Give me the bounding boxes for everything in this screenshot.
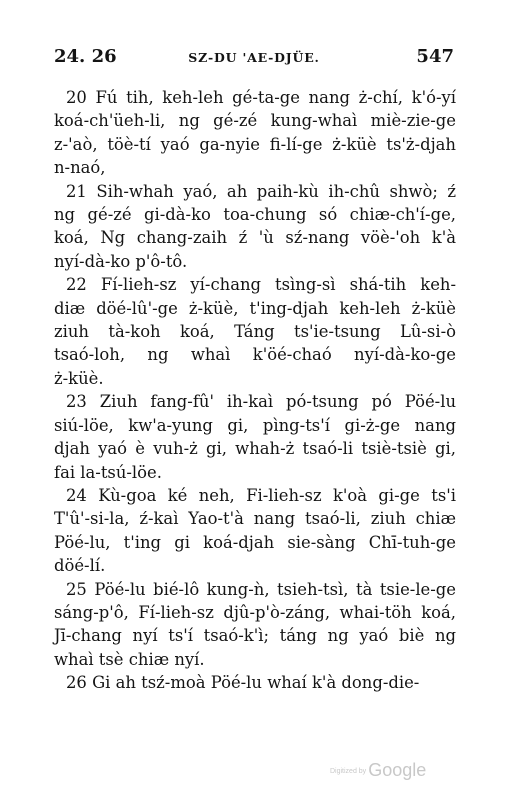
verse-line: siú-löe, kw'a-yung gi, pìng-ts'í gi-ż-ge nang xyxy=(54,415,456,435)
verse-paragraph xyxy=(54,273,456,390)
verse-line: djah yaó è vuh-ż gi, whah-ż tsaó-li tsiè-tsiè gi, xyxy=(54,439,456,459)
verse-line: döé-lí. xyxy=(54,556,106,576)
verse-line: 24 Kù-goa ké neh, Fi-lieh-sz k'oà gi-ge ts'i xyxy=(66,485,456,505)
page-body xyxy=(54,86,456,695)
verse-paragraph xyxy=(54,484,456,578)
verse-line: 21 Sih-whah yaó, ah paih-kù ih-chû shwò; ź xyxy=(66,181,456,201)
page-number: 547 xyxy=(416,46,454,67)
verse-line: Jī-chang nyí ts'í tsaó-k'ì; táng ng yaó biè ng xyxy=(54,626,456,646)
google-watermark xyxy=(330,760,426,781)
verse-paragraph xyxy=(54,390,456,484)
verse-line: z-'aò, töè-tí yaó ga-nyie fi-lí-ge ż-küè ts'ż-djah xyxy=(54,134,456,154)
running-title: SZ-DU 'AE-DJÜE. xyxy=(188,50,320,65)
verse-line: sáng-p'ô, Fí-lieh-sz djû-p'ò-záng, whai-töh koá, xyxy=(54,602,456,622)
verse-line: tsaó-loh, ng whaì k'öé-chaó nyí-dà-ko-ge xyxy=(54,345,456,365)
watermark-brand: Google xyxy=(368,760,427,780)
verse-line: 20 Fú tih, keh-leh gé-ta-ge nang ż-chí, k'ó-yí xyxy=(66,88,456,107)
verse-line: ng gé-zé gi-dà-ko toa-chung só chiæ-ch'í-ge, xyxy=(54,205,456,225)
verse-line: nyí-dà-ko p'ô-tô. xyxy=(54,251,188,271)
verse-line: 25 Pöé-lu bié-lô kung-ǹ, tsieh-tsì, tà tsie-le-ge xyxy=(66,579,456,599)
verse-line: fai la-tsú-löe. xyxy=(54,462,162,482)
verse-line: 22 Fí-lieh-sz yí-chang tsìng-sì shá-tih keh- xyxy=(66,275,456,295)
verse-line: Pöé-lu, t'ing gi koá-djah sie-sàng Chī-tuh-ge xyxy=(54,532,456,552)
verse-line: ż-küè. xyxy=(54,368,104,388)
chapter-verse-ref: 24. 26 xyxy=(54,46,117,67)
verse-paragraph xyxy=(54,86,456,180)
watermark-prefix: Digitized by xyxy=(330,768,367,775)
verse-line: 23 Ziuh fang-fû' ih-kaì pó-tsung pó Pöé-lu xyxy=(66,392,456,412)
verse-line: diæ döé-lû'-ge ż-küè, t'ing-djah keh-leh ż-küè xyxy=(54,298,456,318)
verse-line: n-naó, xyxy=(54,158,106,178)
verse-paragraph xyxy=(54,180,456,274)
verse-line: koá-ch'üeh-li, ng gé-zé kung-whaì miè-zie-ge xyxy=(54,111,456,131)
verse-line: whaì tsè chiæ nyí. xyxy=(54,649,205,669)
verse-line: T'û'-si-la, ź-kaì Yao-t'à nang tsaó-li, ziuh chiæ xyxy=(54,509,456,529)
page-header xyxy=(54,46,454,72)
verse-line: ziuh tà-koh koá, Táng ts'ie-tsung Lû-si-ò xyxy=(54,322,456,342)
verse-line: 26 Gi ah tsź-moà Pöé-lu whaí k'à dong-die- xyxy=(66,673,420,693)
verse-paragraph xyxy=(54,671,456,694)
verse-paragraph xyxy=(54,578,456,672)
verse-line: koá, Ng chang-zaih ź 'ù sź-nang vöè-'oh k'à xyxy=(54,228,456,248)
